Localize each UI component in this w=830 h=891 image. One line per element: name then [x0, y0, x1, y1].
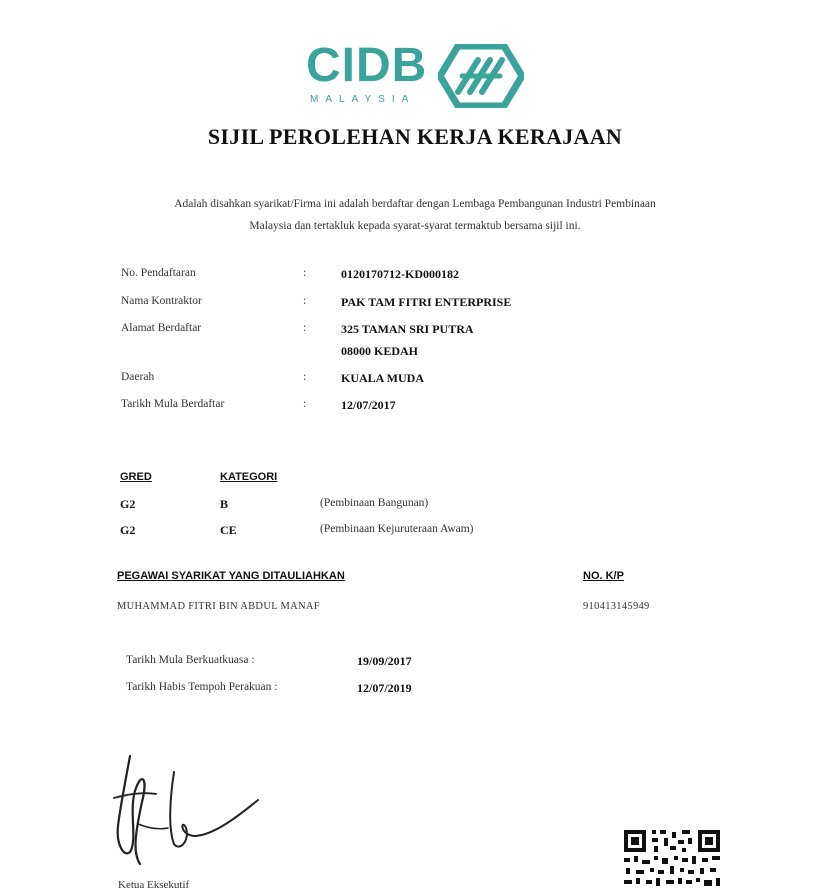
detail-value-registration-date: 12/07/2017: [341, 398, 396, 412]
expiry-date-label: Tarikh Habis Tempoh Perakuan :: [126, 681, 278, 693]
detail-colon: :: [303, 322, 307, 334]
effective-date-value: 19/09/2017: [357, 654, 412, 668]
detail-colon: :: [303, 267, 307, 279]
detail-colon: :: [303, 398, 307, 410]
grade-cell: G2: [120, 497, 136, 511]
detail-label-registration-no: No. Pendaftaran: [121, 267, 196, 279]
detail-value-address-line-2: 08000 KEDAH: [341, 344, 419, 358]
detail-colon: :: [303, 371, 307, 383]
intro-text: [100, 193, 730, 237]
signature-icon: [108, 748, 268, 878]
category-description: (Pembinaan Bangunan): [320, 497, 429, 509]
category-description: (Pembinaan Kejuruteraan Awam): [320, 523, 474, 535]
detail-label-contractor-name: Nama Kontraktor: [121, 295, 202, 307]
qr-code-icon: [622, 828, 722, 891]
intro-line-2: Malaysia dan tertakluk kepada syarat-syarat termaktub bersama sijil ini.: [249, 220, 581, 232]
grade-cell: G2: [120, 523, 136, 537]
category-cell: CE: [220, 523, 237, 537]
intro-line-1: Adalah disahkan syarikat/Firma ini adalah berdaftar dengan Lembaga Pembangunan Industri Pembinaan: [174, 198, 656, 210]
officer-id: 910413145949: [583, 601, 650, 612]
detail-label-district: Daerah: [121, 371, 155, 383]
officer-header: PEGAWAI SYARIKAT YANG DITAULIAHKAN: [117, 570, 345, 582]
logo-country: MALAYSIA: [310, 94, 416, 105]
officer-name: MUHAMMAD FITRI BIN ABDUL MANAF: [117, 601, 320, 612]
detail-label-address: Alamat Berdaftar: [121, 322, 202, 334]
certificate-title: SIJIL PEROLEHAN KERJA KERAJAAN: [207, 124, 623, 149]
logo-brand: CIDB: [306, 39, 428, 92]
detail-value-district: KUALA MUDA: [341, 371, 424, 385]
effective-date-label: Tarikh Mula Berkuatkuasa :: [126, 654, 255, 666]
expiry-date-value: 12/07/2019: [357, 681, 412, 695]
cidb-hexagon-mark-icon: [438, 44, 524, 108]
detail-value-address-line-1: 325 TAMAN SRI PUTRA: [341, 322, 474, 336]
detail-value-registration-no: 0120170712-KD000182: [341, 267, 459, 281]
grade-header: GRED: [120, 471, 152, 483]
cidb-logo: [300, 38, 530, 113]
category-header: KATEGORI: [220, 471, 278, 483]
detail-value-contractor-name: PAK TAM FITRI ENTERPRISE: [341, 295, 512, 309]
detail-label-registration-date: Tarikh Mula Berdaftar: [121, 398, 225, 410]
detail-colon: :: [303, 295, 307, 307]
category-cell: B: [220, 497, 229, 511]
signatory-title: Ketua Eksekutif: [118, 879, 190, 891]
officer-id-header: NO. K/P: [583, 570, 624, 582]
